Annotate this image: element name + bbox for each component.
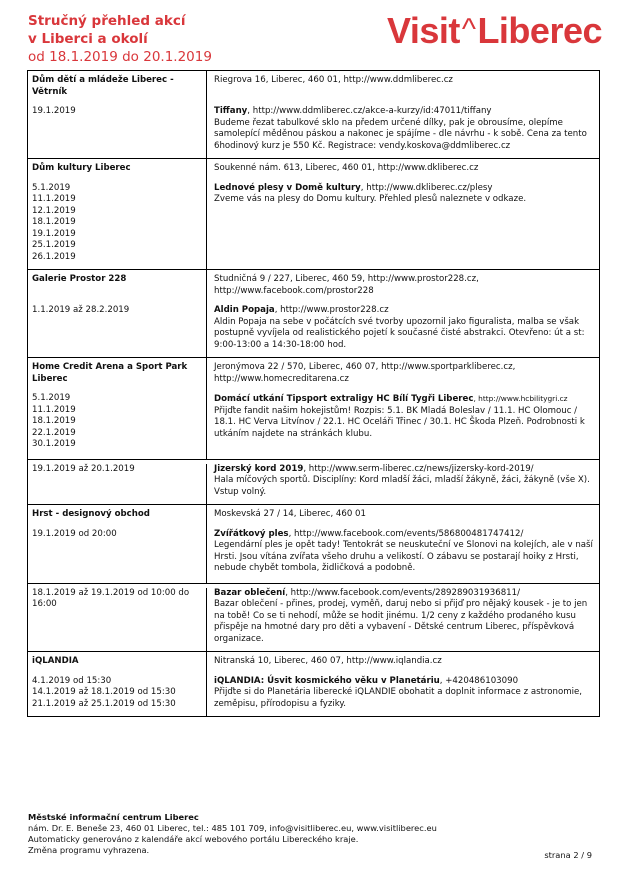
venue-block bbox=[28, 71, 599, 159]
header-title-line2: v Liberci a okolí bbox=[28, 31, 148, 47]
event-dates-cell bbox=[28, 676, 206, 717]
footer-address: nám. Dr. E. Beneše 23, 460 01 Liberec, tel.: 485 101 709, info@visitliberec.eu, www.visitliberec.eu bbox=[28, 823, 437, 833]
event-title-line bbox=[214, 305, 593, 317]
venue-name-cell bbox=[28, 159, 206, 183]
event-title: Aldin Popaja bbox=[214, 305, 275, 315]
venue-name: Galerie Prostor 228 bbox=[32, 274, 127, 284]
event-date: 11.1.2019 bbox=[32, 194, 76, 204]
venue-address: Soukenné nám. 613, Liberec, 460 01, http://www.dkliberec.cz bbox=[214, 163, 479, 173]
venue-header-row bbox=[28, 505, 599, 529]
venue-name-cell bbox=[28, 505, 206, 529]
event-row bbox=[28, 460, 599, 505]
venue-block bbox=[28, 159, 599, 270]
event-dates-cell bbox=[28, 529, 206, 583]
event-description: Hala míčových sportů. Disciplíny: Kord mladší žáci, mladší žákyně, žáci, žákyně (vše X). Vstup volný. bbox=[214, 475, 590, 497]
event-row bbox=[28, 305, 599, 357]
venue-address-cell bbox=[206, 71, 599, 106]
event-url-link[interactable]: , http://www.facebook.com/events/586800481747412/ bbox=[288, 528, 524, 539]
venue-address: Riegrova 16, Liberec, 460 01, http://www.ddmliberec.cz bbox=[214, 75, 453, 85]
event-date: 19.1.2019 bbox=[32, 106, 76, 116]
venue-name-cell bbox=[28, 652, 206, 676]
footer bbox=[28, 812, 593, 856]
venue-name: Home Credit Arena a Sport Park Liberec bbox=[32, 362, 188, 384]
event-description: Přijďte si do Planetária liberecké iQLANDIE obohatit a doplnit informace z astronomie, zeměpisu, přírodopisu a fyziky. bbox=[214, 687, 583, 709]
event-title: Zvířátkový ples bbox=[214, 528, 289, 539]
venue-name: iQLANDIA bbox=[32, 656, 79, 666]
event-row bbox=[28, 393, 599, 459]
event-url-link[interactable]: , http://www.hcbilitygri.cz bbox=[473, 394, 568, 403]
event-url-link[interactable]: , http://www.facebook.com/events/289289031936811/ bbox=[285, 587, 521, 598]
event-description: Budeme řezat tabulkové sklo na předem určené dílky, pak je obrousíme, olepíme samolepící měděnou páskou a nakonec je spájíme - dle návrhu - k sobě. Cena za tento 6hodinový kurz je 550 Kč. Registrace: vendy.koskova@ddmliberec.cz bbox=[214, 117, 587, 151]
venue-header-row bbox=[28, 270, 599, 305]
event-title: Jizerský kord 2019 bbox=[214, 463, 304, 474]
event-title: Domácí utkání Tipsport extraligy HC Bílí Tygři Liberec bbox=[214, 394, 474, 404]
venue-header-row bbox=[28, 71, 599, 106]
event-date: 21.1.2019 až 25.1.2019 od 15:30 bbox=[32, 698, 176, 709]
event-title-line bbox=[214, 588, 593, 600]
event-date: 12.1.2019 bbox=[32, 205, 76, 216]
event-url-link[interactable]: , +420486103090 bbox=[439, 675, 519, 686]
footer-org: Městské informační centrum Liberec bbox=[28, 812, 199, 822]
event-dates-cell bbox=[28, 106, 206, 158]
venue-address: Nitranská 10, Liberec, 460 07, http://www.iqlandia.cz bbox=[214, 656, 442, 666]
event-date: 1.1.2019 až 28.2.2019 bbox=[32, 305, 130, 315]
event-description: Legendární ples je opět tady! Tentokrát se neuskuteční ve Slonovi na kolejích, ale v naší Hrsti. Jsou vítána zvířata všeho druhu a velikostí. O zábavu se postarají hoiky z Hrsti, nebude chybět tombola, židličková a podobně. bbox=[214, 540, 593, 573]
event-info-cell bbox=[206, 529, 599, 583]
venue-header-row bbox=[28, 358, 599, 393]
event-info-cell bbox=[206, 464, 599, 505]
footer-generated: Automaticky generováno z kalendáře akcí webového portálu Libereckého kraje. bbox=[28, 834, 359, 844]
event-title-line bbox=[214, 676, 593, 688]
event-row bbox=[28, 183, 599, 270]
visit-liberec-logo: Visit^Liberec bbox=[386, 10, 602, 51]
event-date: 30.1.2019 bbox=[32, 439, 76, 449]
event-date: 26.1.2019 bbox=[32, 251, 76, 262]
header-title bbox=[28, 12, 186, 48]
event-dates-cell bbox=[28, 183, 206, 270]
venue-block bbox=[28, 505, 599, 652]
venue-name: Dům kultury Liberec bbox=[32, 163, 131, 173]
event-date: 5.1.2019 bbox=[32, 393, 71, 403]
event-title-line bbox=[214, 183, 593, 195]
venue-address: Moskevská 27 / 14, Liberec, 460 01 bbox=[214, 509, 366, 519]
event-title: Bazar oblečení bbox=[214, 587, 286, 598]
event-info-cell bbox=[206, 676, 599, 717]
event-row bbox=[28, 106, 599, 158]
venue-header-row bbox=[28, 652, 599, 676]
event-url-link[interactable]: , http://www.prostor228.cz bbox=[274, 305, 389, 315]
event-date: 14.1.2019 až 18.1.2019 od 15:30 bbox=[32, 687, 176, 697]
event-date: 19.1.2019 až 20.1.2019 bbox=[32, 463, 135, 474]
event-description: Bazar oblečení - přines, prodej, vyměň, daruj nebo si přijď pro nějaký kousek - je to jen na tobě! Co se ti nehodí, může se hodit jinému. 1/2 ceny z každého prodaného kusu přispěje na hmotné dary pro děti a vybavení - Dětské centrum Liberec, příspěvková organizace. bbox=[214, 599, 588, 644]
event-info-cell bbox=[206, 106, 599, 158]
venue-address: Jeronýmova 22 / 570, Liberec, 460 07, http://www.sportparkliberec.cz, http://www.homecreditarena.cz bbox=[214, 362, 516, 384]
header-dates: od 18.1.2019 do 20.1.2019 bbox=[28, 49, 212, 65]
event-title-line bbox=[214, 464, 593, 476]
venue-address-cell bbox=[206, 270, 599, 305]
events-table bbox=[27, 70, 600, 717]
event-title: Tiffany bbox=[214, 106, 248, 116]
venue-address-cell bbox=[206, 358, 599, 393]
event-date: 19.1.2019 bbox=[32, 228, 76, 239]
event-dates-cell bbox=[28, 393, 206, 459]
event-url-link[interactable]: , http://www.dkliberec.cz/plesy bbox=[360, 182, 493, 193]
header-title-line1: Stručný přehled akcí bbox=[28, 13, 186, 29]
event-row bbox=[28, 529, 599, 583]
event-date: 18.1.2019 bbox=[32, 416, 76, 426]
venue-name-cell bbox=[28, 71, 206, 106]
event-info-cell bbox=[206, 393, 599, 459]
event-date: 4.1.2019 od 15:30 bbox=[32, 675, 112, 686]
event-date: 5.1.2019 bbox=[32, 182, 71, 193]
event-url-link[interactable]: , http://www.ddmliberec.cz/akce-a-kurzy/id:47011/tiffany bbox=[247, 106, 492, 116]
venue-name: Dům dětí a mládeže Liberec - Větrník bbox=[32, 75, 174, 97]
venue-address-cell bbox=[206, 652, 599, 676]
venue-address-cell bbox=[206, 505, 599, 529]
venue-block bbox=[28, 270, 599, 358]
event-info-cell bbox=[206, 305, 599, 357]
event-title: iQLANDIA: Úsvit kosmického věku v Planetáriu bbox=[214, 675, 440, 686]
event-row bbox=[28, 584, 599, 652]
event-date: 22.1.2019 bbox=[32, 427, 76, 438]
event-dates-cell bbox=[28, 588, 206, 652]
event-date: 25.1.2019 bbox=[32, 240, 76, 250]
venue-block bbox=[28, 358, 599, 505]
event-info-cell bbox=[206, 588, 599, 652]
venue-name: Hrst - designový obchod bbox=[32, 509, 150, 519]
event-description: Zveme vás na plesy do Domu kultury. Přehled plesů naleznete v odkaze. bbox=[214, 194, 527, 204]
event-dates-cell bbox=[28, 464, 206, 505]
event-title-line bbox=[214, 393, 593, 406]
event-title-line bbox=[214, 529, 593, 541]
event-title: Lednové plesy v Domě kultury bbox=[214, 182, 361, 193]
event-date: 18.1.2019 až 19.1.2019 od 10:00 do 16:00 bbox=[32, 587, 190, 609]
event-row bbox=[28, 676, 599, 717]
event-title-line bbox=[214, 106, 593, 118]
venue-address: Studničná 9 / 227, Liberec, 460 59, http://www.prostor228.cz, http://www.facebook.com/prostor228 bbox=[214, 274, 479, 296]
event-date: 18.1.2019 bbox=[32, 217, 76, 227]
page-number: strana 2 / 9 bbox=[544, 850, 592, 860]
venue-header-row bbox=[28, 159, 599, 183]
event-description: Aldin Popaja na sebe v počátcích své tvorby upozornil jako figuralista, malba se však postupně vyvíjela od realistického pojetí k současné čisté abstrakci. Otevřeno: út a st: 9:00-13:00 a 14:30-18:00 hod. bbox=[214, 316, 585, 350]
venue-address-cell bbox=[206, 159, 599, 183]
event-description: Přijďte fandit našim hokejistům! Rozpis: 5.1. BK Mladá Boleslav / 11.1. HC Olomouc / 18.1. HC Verva Litvínov / 22.1. HC Oceláři Třinec / 30.1. HC Škoda Plzeň. Podrobnosti k utkáním najdete na stránkách klubu. bbox=[214, 405, 585, 439]
event-date: 19.1.2019 od 20:00 bbox=[32, 528, 117, 539]
footer-note: Změna programu vyhrazena. bbox=[28, 845, 150, 855]
venue-name-cell bbox=[28, 270, 206, 305]
venue-name-cell bbox=[28, 358, 206, 393]
venue-block bbox=[28, 652, 599, 716]
event-dates-cell bbox=[28, 305, 206, 357]
event-date: 11.1.2019 bbox=[32, 404, 76, 415]
event-url-link[interactable]: , http://www.serm-liberec.cz/news/jizersky-kord-2019/ bbox=[303, 463, 534, 474]
event-info-cell bbox=[206, 183, 599, 270]
